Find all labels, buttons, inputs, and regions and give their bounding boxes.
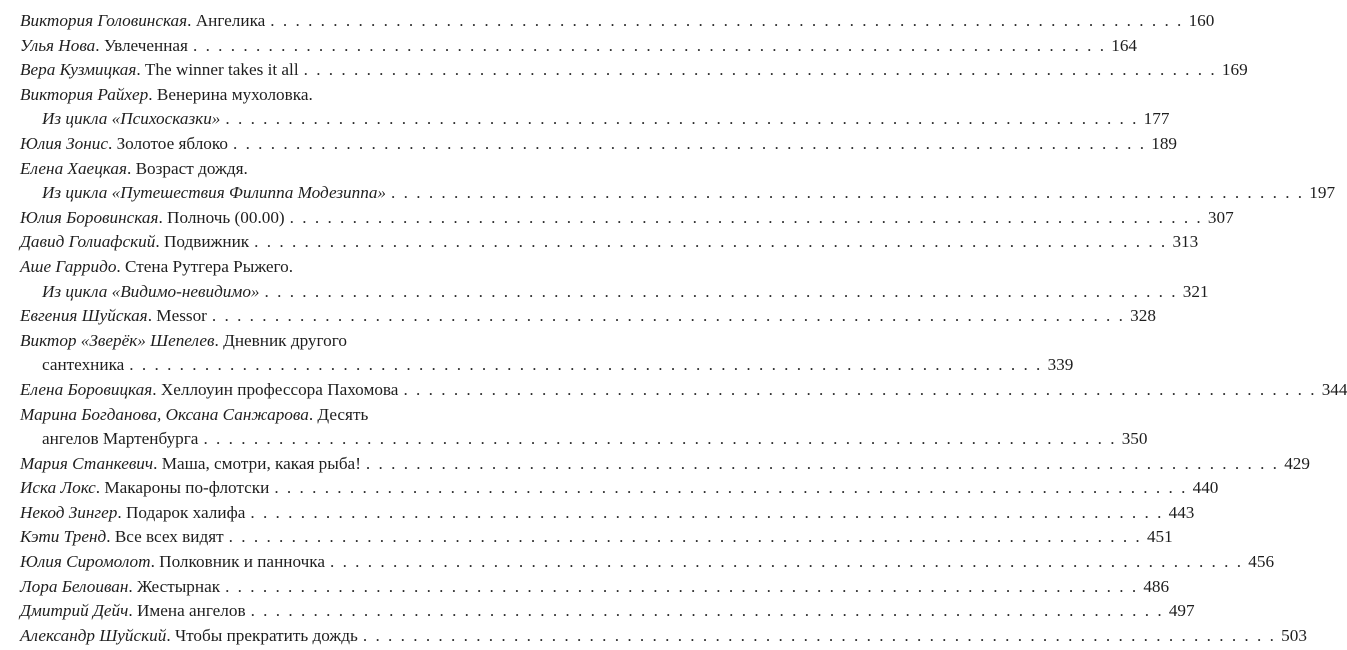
dot-leader — [274, 476, 1187, 501]
entry-author: Юлия Боровинская — [20, 207, 159, 227]
dot-leader — [233, 132, 1146, 157]
cycle-name: «Видимо-невидимо» — [111, 281, 260, 301]
toc-entry: Виктория Райхер. Венерина мухоловка. — [20, 84, 313, 104]
entry-title-continued: сантехника — [42, 355, 125, 375]
entry-page: 497 — [1168, 601, 1195, 621]
entry-author: Кэти Тренд — [20, 527, 107, 547]
entry-page: 169 — [1221, 60, 1248, 80]
toc-entry: Евгения Шуйская. Messor . . . 328 — [20, 304, 481, 329]
entry-title-continued: ангелов Мартенбурга — [42, 429, 199, 449]
entry-author: Виктория Головинская — [20, 11, 188, 30]
entry-page: 307 — [1207, 207, 1234, 227]
dot-leader — [363, 624, 1276, 649]
entry-author: Виктор «Зверёк» Шепелев — [20, 330, 215, 350]
toc-entry: Елена Хаецкая. Возраст дождя. — [20, 158, 248, 178]
toc-entry: Аше Гарридо. Стена Рутгера Рыжего. — [20, 256, 294, 276]
toc-entry-continuation — [20, 107, 1170, 132]
entry-page: 440 — [1192, 478, 1219, 498]
cycle-prefix: Из цикла — [42, 183, 112, 203]
entry-author: Давид Голиафский — [20, 232, 156, 252]
toc-entry: Виктория Головинская. Ангелика . . . 160 — [20, 9, 481, 34]
entry-title: Messor — [156, 306, 207, 326]
dot-leader — [304, 58, 1217, 83]
entry-author: Елена Хаецкая — [20, 158, 127, 178]
entry-title: Увлеченная — [103, 35, 188, 55]
dot-leader — [391, 181, 1304, 206]
cycle-name: «Психосказки» — [111, 109, 221, 129]
toc-entry: Марина Богданова, Оксана Санжарова. Десять — [20, 404, 369, 424]
dot-leader — [366, 452, 1279, 477]
entry-author: Евгения Шуйская — [20, 306, 148, 326]
entry-author: Аше Гарридо — [20, 256, 117, 276]
entry-author: Юлия Зонис — [20, 133, 108, 153]
dot-leader — [254, 230, 1167, 255]
entry-title: Полночь (00.00) — [167, 207, 285, 227]
dot-leader — [212, 304, 1125, 329]
entry-title: Возраст дождя. — [135, 158, 248, 178]
entry-page: 456 — [1248, 552, 1275, 572]
entry-title: Полковник и панночка — [159, 552, 325, 572]
entry-title: Десять — [317, 404, 369, 424]
entry-author: Елена Боровицкая — [20, 379, 153, 399]
dot-leader — [270, 9, 1183, 34]
dot-leader — [129, 353, 1042, 378]
entry-author: Некод Зингер — [20, 502, 118, 522]
dot-leader — [203, 427, 1116, 452]
toc-entry: Лора Белоиван. Жестырнак . . . 486 — [20, 575, 481, 600]
toc-entry: Юлия Сиромолот. Полковник и панночка . . . 456 — [20, 550, 481, 575]
entry-title: The winner takes it all — [144, 60, 299, 80]
entry-page: 503 — [1281, 625, 1307, 645]
dot-leader — [290, 206, 1203, 231]
toc-entry-continuation — [20, 280, 1209, 305]
dot-leader — [265, 280, 1178, 305]
toc-entry: Юлия Зонис. Золотое яблоко . . . 189 — [20, 132, 481, 157]
entry-author: Лора Белоиван — [20, 576, 129, 596]
toc-entry: Мария Станкевич. Маша, смотри, какая рыба! . . . 429 — [20, 452, 481, 477]
entry-page: 350 — [1121, 429, 1148, 449]
toc-entry: Елена Боровицкая. Хеллоуин профессора Пахомова . . . 344 — [20, 378, 481, 403]
entry-author: Дмитрий Дейч — [20, 601, 129, 621]
toc-entry: Александр Шуйский. Чтобы прекратить дождь . . . 503 — [20, 624, 481, 649]
cycle-prefix: Из цикла — [42, 281, 112, 301]
entry-author: Виктория Райхер — [20, 84, 149, 104]
dot-leader — [193, 34, 1106, 59]
entry-title: Имена ангелов — [136, 601, 246, 621]
entry-page: 451 — [1146, 527, 1173, 547]
entry-title: Жестырнак — [137, 576, 221, 596]
toc-entry: Некод Зингер. Подарок халифа . . . 443 — [20, 501, 481, 526]
entry-title: Стена Рутгера Рыжего. — [125, 256, 294, 276]
entry-author: Улья Нова — [20, 35, 96, 55]
toc-entry: Виктор «Зверёк» Шепелев. Дневник другого — [20, 330, 347, 350]
cycle-name: «Путешествия Филиппа Модезиппа» — [111, 183, 387, 203]
entry-page: 197 — [1309, 183, 1336, 203]
toc-entry-continuation — [20, 427, 1148, 452]
entry-title: Маша, смотри, какая рыба! — [161, 453, 361, 473]
entry-page: 429 — [1284, 453, 1310, 473]
entry-title: Ангелика — [195, 11, 266, 30]
entry-title: Хеллоуин профессора Пахомова — [160, 379, 399, 399]
toc-entry-continuation — [20, 181, 1336, 206]
entry-page: 189 — [1151, 133, 1178, 153]
dot-leader — [225, 107, 1138, 132]
toc-entry: Дмитрий Дейч. Имена ангелов . . . 497 — [20, 599, 481, 624]
entry-author: Мария Станкевич — [20, 453, 154, 473]
toc-entry: Вера Кузмицкая. The winner takes it all . . . 169 — [20, 58, 481, 83]
entry-page: 486 — [1143, 576, 1170, 596]
entry-page: 177 — [1143, 109, 1170, 129]
toc-entry: Кэти Тренд. Все всех видят . . . 451 — [20, 525, 481, 550]
entry-author: Александр Шуйский — [20, 625, 167, 645]
entry-title: Венерина мухоловка. — [156, 84, 313, 104]
entry-title: Подарок халифа — [125, 502, 246, 522]
dot-leader — [250, 501, 1163, 526]
toc-entry: Давид Голиафский. Подвижник . . . 313 — [20, 230, 481, 255]
entry-title: Чтобы прекратить дождь — [174, 625, 358, 645]
entry-author: Юлия Сиромолот — [20, 552, 151, 572]
entry-page: 344 — [1321, 379, 1347, 399]
entry-author: Иска Локс — [20, 478, 96, 498]
entry-title: Золотое яблоко — [116, 133, 228, 153]
cycle-prefix: Из цикла — [42, 109, 112, 129]
entry-author: Вера Кузмицкая — [20, 60, 137, 80]
dot-leader — [403, 378, 1316, 403]
toc-entry: Юлия Боровинская. Полночь (00.00) . . . 307 — [20, 206, 481, 231]
entry-page: 160 — [1188, 11, 1215, 30]
toc-entry-continuation — [20, 353, 1074, 378]
toc-entry: Иска Локс. Макароны по-флотски . . . 440 — [20, 476, 481, 501]
entry-page: 328 — [1130, 306, 1156, 326]
entry-page: 321 — [1182, 281, 1209, 301]
entry-author: Марина Богданова, Оксана Санжарова — [20, 404, 309, 424]
entry-title: Подвижник — [163, 232, 250, 252]
entry-title: Все всех видят — [114, 527, 224, 547]
entry-page: 443 — [1168, 502, 1195, 522]
dot-leader — [225, 575, 1138, 600]
entry-page: 339 — [1047, 355, 1074, 375]
entry-page: 313 — [1172, 232, 1199, 252]
entry-title: Дневник другого — [223, 330, 347, 350]
entry-title: Макароны по-флотски — [104, 478, 270, 498]
dot-leader — [330, 550, 1243, 575]
dot-leader — [251, 599, 1164, 624]
dot-leader — [229, 525, 1142, 550]
entry-page: 164 — [1111, 35, 1138, 55]
toc-entry: Улья Нова. Увлеченная . . . 164 — [20, 34, 481, 59]
